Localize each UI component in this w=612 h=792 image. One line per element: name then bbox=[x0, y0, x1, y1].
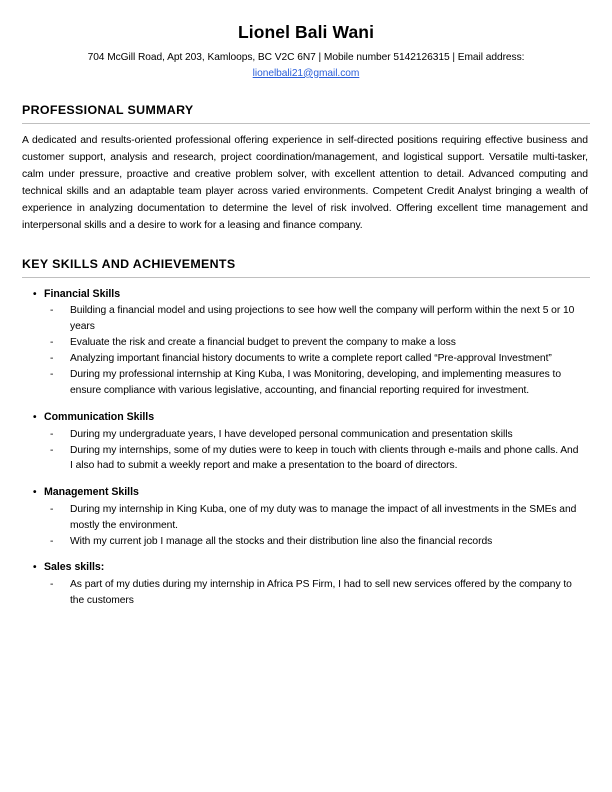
dash-icon: - bbox=[50, 503, 54, 515]
section-divider bbox=[22, 277, 590, 278]
skill-item-text: As part of my duties during my internship in Africa PS Firm, I had to sell new services offered by the company to the customers bbox=[70, 579, 572, 606]
skill-item bbox=[22, 351, 590, 367]
section-title-key-skills: KEY SKILLS AND ACHIEVEMENTS bbox=[22, 256, 236, 271]
dash-icon: - bbox=[50, 369, 54, 381]
bullet-icon: • bbox=[33, 411, 37, 423]
skill-group bbox=[22, 560, 590, 608]
skill-item-text: Evaluate the risk and create a financial budget to prevent the company to make a loss bbox=[70, 337, 456, 349]
skill-group-header bbox=[22, 410, 590, 426]
skill-group-label: Financial Skills bbox=[44, 287, 121, 300]
professional-summary-text: A dedicated and results-oriented professional offering experience in self-directed positions requiring effective business and customer support, analysis and research, project coordination/management, and logistical support. Versatile multi-tasker, calm under pressure, proactive and creative problem solver, with excellent attention to detail. Advanced computing and technical skills and an adaptable team player across varied environments. Competent Credit Analyst bringing a wealth of experience in analyzing documentation to determine the level of risk involved. Offering excellent time management and interpersonal skills and a desire to work for a leasing and finance company. bbox=[22, 135, 588, 231]
candidate-name: Lionel Bali Wani bbox=[237, 22, 375, 42]
skill-item-list bbox=[22, 502, 590, 549]
contact-details: 704 McGill Road, Apt 203, Kamloops, BC V2C 6N7 | Mobile number 5142126315 | Email address: bbox=[87, 51, 525, 63]
bullet-icon: • bbox=[33, 562, 37, 574]
dash-icon: - bbox=[50, 353, 54, 365]
skill-item-text: Analyzing important financial history documents to write a complete report called “Pre-approval Investment” bbox=[70, 353, 552, 365]
skill-item bbox=[22, 427, 590, 443]
skill-group-label: Communication Skills bbox=[44, 410, 155, 423]
skill-item bbox=[22, 534, 590, 550]
dash-icon: - bbox=[50, 305, 54, 317]
skill-item bbox=[22, 367, 590, 398]
skill-item-text: During my internship in King Kuba, one of my duty was to manage the impact of all investments in the SMEs and mostly the environment. bbox=[70, 503, 577, 531]
skill-item-text: Building a financial model and using projections to see how well the company will perform within the next 5 or 10 years bbox=[70, 305, 575, 333]
skill-item bbox=[22, 443, 590, 474]
skill-item-text: With my current job I manage all the stocks and their distribution line also the financial records bbox=[70, 535, 493, 547]
professional-summary-section bbox=[22, 103, 590, 234]
skill-item-list bbox=[22, 303, 590, 398]
skill-group bbox=[22, 485, 590, 549]
skills-list bbox=[22, 287, 590, 609]
skill-item-text: During my undergraduate years, I have developed personal communication and presentation skills bbox=[70, 428, 513, 440]
skill-item-text: During my internships, some of my duties were to keep in touch with clients through e-mails and phone calls. And I also had to submit a weekly report and make a presentation to the board of directors. bbox=[70, 444, 579, 472]
bullet-icon: • bbox=[33, 288, 37, 300]
dash-icon: - bbox=[50, 428, 54, 440]
skill-group bbox=[22, 287, 590, 399]
skill-item-list bbox=[22, 577, 590, 608]
bullet-icon: • bbox=[33, 487, 37, 499]
section-title-professional-summary: PROFESSIONAL SUMMARY bbox=[22, 103, 194, 118]
skill-group bbox=[22, 410, 590, 474]
skill-group-header bbox=[22, 485, 590, 501]
skill-group-label: Management Skills bbox=[44, 486, 139, 499]
key-skills-section bbox=[22, 257, 590, 609]
skill-group-label: Sales skills: bbox=[44, 561, 105, 574]
skill-item bbox=[22, 335, 590, 351]
email-link[interactable]: lionelbali21@gmail.com bbox=[252, 67, 360, 79]
resume-header bbox=[22, 22, 590, 81]
dash-icon: - bbox=[50, 444, 54, 456]
skill-group-header bbox=[22, 287, 590, 303]
skill-item bbox=[22, 303, 590, 334]
skill-item-list bbox=[22, 427, 590, 474]
skill-item bbox=[22, 577, 590, 608]
skill-item bbox=[22, 502, 590, 533]
skill-group-header bbox=[22, 560, 590, 576]
dash-icon: - bbox=[50, 579, 54, 591]
dash-icon: - bbox=[50, 535, 54, 547]
contact-line bbox=[22, 51, 590, 82]
section-divider bbox=[22, 123, 590, 124]
dash-icon: - bbox=[50, 337, 54, 349]
skill-item-text: During my professional internship at King Kuba, I was Monitoring, developing, and implementing measures to ensure compliance with various legislative, accounting, and financial reporting required for investment. bbox=[70, 369, 562, 397]
